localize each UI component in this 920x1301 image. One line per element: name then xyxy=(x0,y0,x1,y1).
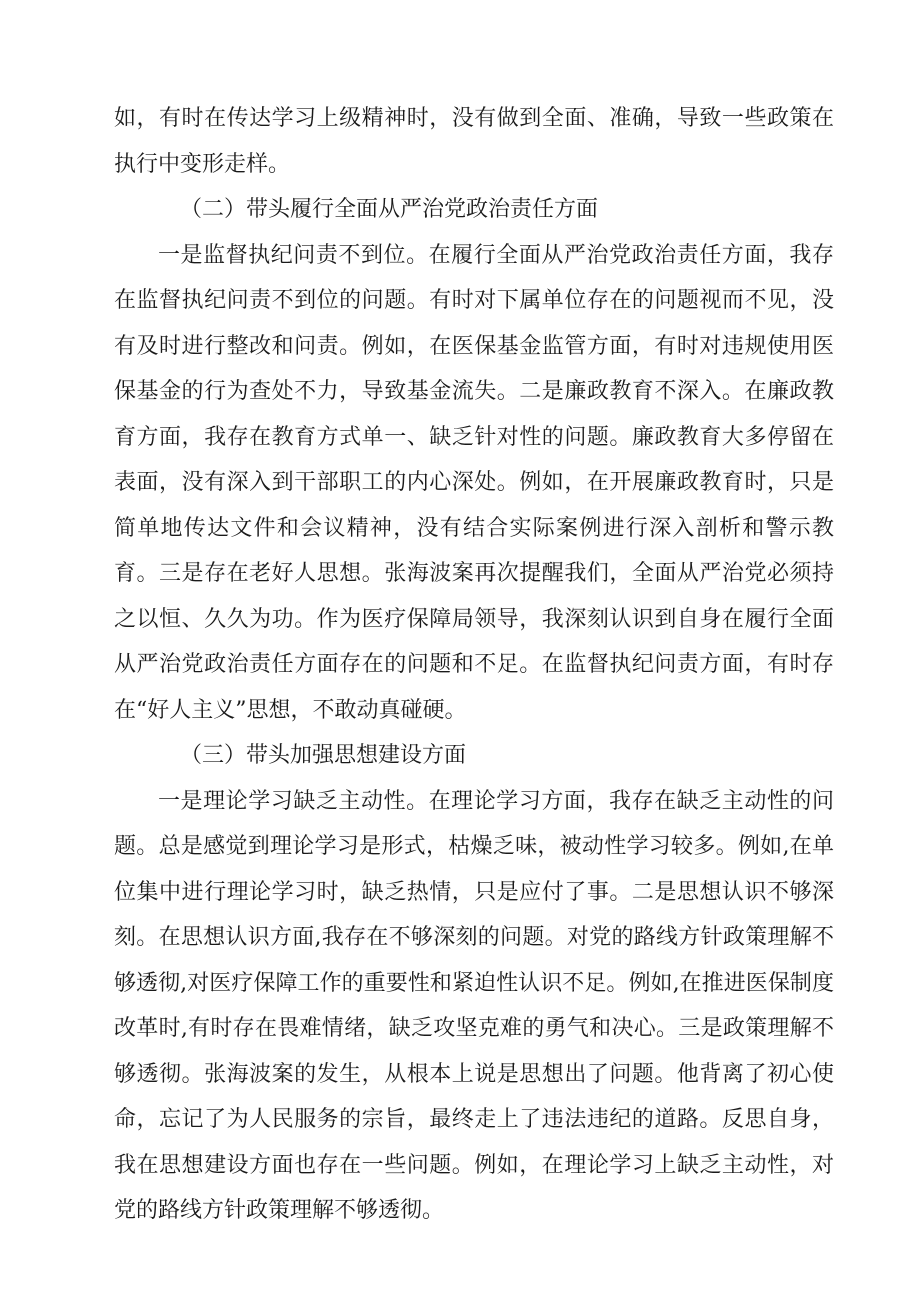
document-body xyxy=(114,96,834,1234)
paragraph-section-3: 一是理论学习缺乏主动性。在理论学习方面，我存在缺乏主动性的问题。总是感觉到理论学习是形式，枯燥乏味，被动性学习较多。例如,在单位集中进行理论学习时，缺乏热情，只是应付了事。二是思想认识不够深刻。在思想认识方面,我存在不够深刻的问题。对党的路线方针政策理解不够透彻,对医疗保障工作的重要性和紧迫性认识不足。例如,在推进医保制度改革时,有时存在畏难情绪，缺乏攻坚克难的勇气和决心。三是政策理解不够透彻。张海波案的发生，从根本上说是思想出了问题。他背离了初心使命，忘记了为人民服务的宗旨，最终走上了违法违纪的道路。反思自身，我在思想建设方面也存在一些问题。例如，在理论学习上缺乏主动性，对党的路线方针政策理解不够透彻。 xyxy=(114,788,834,1223)
paragraph-continuation: 如，有时在传达学习上级精神时，没有做到全面、准确，导致一些政策在执行中变形走样。 xyxy=(114,106,834,177)
section-heading-2: （二）带头履行全面从严治党政治责任方面 xyxy=(180,197,599,222)
paragraph-section-2: 一是监督执纪问责不到位。在履行全面从严治党政治责任方面，我存在监督执纪问责不到位的问题。有时对下属单位存在的问题视而不见，没有及时进行整改和问责。例如，在医保基金监管方面，有时对违规使用医保基金的行为查处不力，导致基金流失。二是廉政教育不深入。在廉政教育方面，我存在教育方式单一、缺乏针对性的问题。廉政教育大多停留在表面，没有深入到干部职工的内心深处。例如，在开展廉政教育时，只是简单地传达文件和会议精神，没有结合实际案例进行深入剖析和警示教育。三是存在老好人思想。张海波案再次提醒我们，全面从严治党必须持之以恒、久久为功。作为医疗保障局领导，我深刻认识到自身在履行全面从严治党政治责任方面存在的问题和不足。在监督执纪问责方面，有时存在“好人主义”思想，不敢动真碰硬。 xyxy=(114,242,834,723)
section-heading-3: （三）带头加强思想建设方面 xyxy=(180,743,467,768)
